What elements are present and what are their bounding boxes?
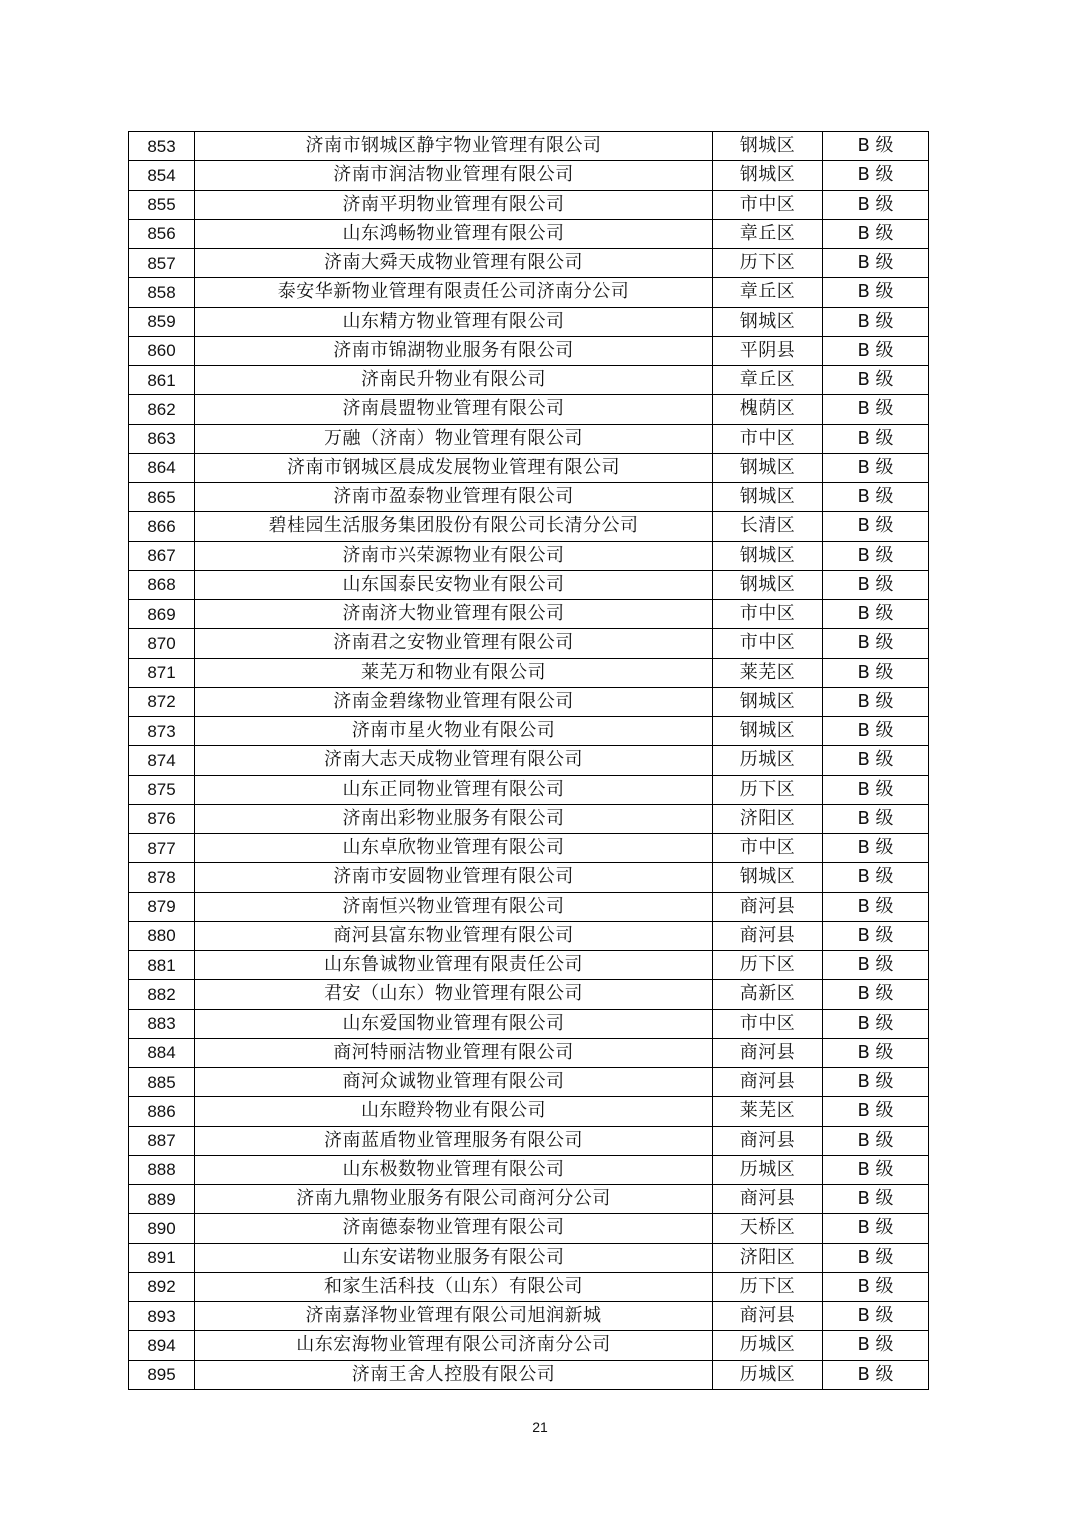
company-name-cell: 济南蓝盾物业管理服务有限公司 [195,1126,713,1155]
company-name-cell: 君安（山东）物业管理有限公司 [195,980,713,1009]
grade-cell: B 级 [823,834,929,863]
company-name-cell: 济南嘉泽物业管理有限公司旭润新城 [195,1302,713,1331]
grade-cell: B 级 [823,1009,929,1038]
company-name-cell: 商河特丽洁物业管理有限公司 [195,1038,713,1067]
row-number-cell: 877 [129,834,195,863]
table-row [129,600,929,629]
table-row [129,1097,929,1126]
row-number-cell: 868 [129,570,195,599]
row-number-cell: 889 [129,1185,195,1214]
district-cell: 高新区 [713,980,823,1009]
grade-cell: B 级 [823,395,929,424]
table-row [129,834,929,863]
company-name-cell: 济南大志天成物业管理有限公司 [195,746,713,775]
table-row [129,366,929,395]
grade-cell: B 级 [823,921,929,950]
company-name-cell: 山东安诺物业服务有限公司 [195,1243,713,1272]
grade-cell: B 级 [823,951,929,980]
grade-cell: B 级 [823,717,929,746]
row-number-cell: 878 [129,863,195,892]
table-row [129,541,929,570]
grade-cell: B 级 [823,483,929,512]
grade-cell: B 级 [823,863,929,892]
table-row [129,336,929,365]
table-row [129,1126,929,1155]
row-number-cell: 882 [129,980,195,1009]
grade-cell: B 级 [823,687,929,716]
row-number-cell: 892 [129,1272,195,1301]
company-name-cell: 莱芜万和物业有限公司 [195,658,713,687]
company-name-cell: 济南市钢城区静宇物业管理有限公司 [195,132,713,161]
grade-cell: B 级 [823,980,929,1009]
table-row [129,424,929,453]
table-row [129,483,929,512]
grade-cell: B 级 [823,1302,929,1331]
table-row [129,132,929,161]
row-number-cell: 876 [129,804,195,833]
district-cell: 钢城区 [713,717,823,746]
row-number-cell: 856 [129,219,195,248]
row-number-cell: 879 [129,892,195,921]
company-name-cell: 商河众诚物业管理有限公司 [195,1068,713,1097]
row-number-cell: 875 [129,775,195,804]
row-number-cell: 867 [129,541,195,570]
row-number-cell: 869 [129,600,195,629]
row-number-cell: 893 [129,1302,195,1331]
district-cell: 章丘区 [713,219,823,248]
company-name-cell: 万融（济南）物业管理有限公司 [195,424,713,453]
company-name-cell: 泰安华新物业管理有限责任公司济南分公司 [195,278,713,307]
company-name-cell: 济南市盈泰物业管理有限公司 [195,483,713,512]
table-row [129,892,929,921]
table-row [129,1243,929,1272]
company-name-cell: 济南大舜天成物业管理有限公司 [195,249,713,278]
company-name-cell: 山东鸿畅物业管理有限公司 [195,219,713,248]
row-number-cell: 873 [129,717,195,746]
table-row [129,1185,929,1214]
company-name-cell: 济南德泰物业管理有限公司 [195,1214,713,1243]
district-cell: 市中区 [713,190,823,219]
district-cell: 商河县 [713,1038,823,1067]
grade-cell: B 级 [823,453,929,482]
table-row [129,395,929,424]
table-row [129,1009,929,1038]
table-row [129,453,929,482]
company-name-cell: 和家生活科技（山东）有限公司 [195,1272,713,1301]
table-row [129,1331,929,1360]
grade-cell: B 级 [823,775,929,804]
grade-cell: B 级 [823,746,929,775]
district-cell: 钢城区 [713,863,823,892]
district-cell: 商河县 [713,921,823,950]
table-row [129,1214,929,1243]
table-row [129,1068,929,1097]
district-cell: 槐荫区 [713,395,823,424]
company-name-cell: 济南君之安物业管理有限公司 [195,629,713,658]
district-cell: 历城区 [713,1155,823,1184]
table-row [129,307,929,336]
row-number-cell: 880 [129,921,195,950]
row-number-cell: 885 [129,1068,195,1097]
table-row [129,1272,929,1301]
grade-cell: B 级 [823,541,929,570]
grade-cell: B 级 [823,1097,929,1126]
table-row [129,1155,929,1184]
table-row [129,1038,929,1067]
district-cell: 章丘区 [713,366,823,395]
row-number-cell: 874 [129,746,195,775]
row-number-cell: 872 [129,687,195,716]
district-cell: 市中区 [713,424,823,453]
district-cell: 钢城区 [713,453,823,482]
company-name-cell: 济南民升物业有限公司 [195,366,713,395]
table-row [129,1302,929,1331]
table-row [129,249,929,278]
page-number: 21 [532,1419,548,1435]
table-body [129,132,929,1390]
company-name-cell: 商河县富东物业管理有限公司 [195,921,713,950]
row-number-cell: 891 [129,1243,195,1272]
table-row [129,658,929,687]
district-cell: 市中区 [713,834,823,863]
grade-cell: B 级 [823,658,929,687]
company-name-cell: 济南济大物业管理有限公司 [195,600,713,629]
grade-cell: B 级 [823,161,929,190]
district-cell: 济阳区 [713,1243,823,1272]
district-cell: 长清区 [713,512,823,541]
district-cell: 市中区 [713,1009,823,1038]
row-number-cell: 894 [129,1331,195,1360]
company-name-cell: 济南平玥物业管理有限公司 [195,190,713,219]
district-cell: 天桥区 [713,1214,823,1243]
table-row [129,980,929,1009]
company-name-cell: 山东鲁诚物业管理有限责任公司 [195,951,713,980]
district-cell: 莱芜区 [713,658,823,687]
grade-cell: B 级 [823,1185,929,1214]
grade-cell: B 级 [823,1155,929,1184]
grade-cell: B 级 [823,366,929,395]
grade-cell: B 级 [823,512,929,541]
grade-cell: B 级 [823,424,929,453]
district-cell: 钢城区 [713,132,823,161]
row-number-cell: 870 [129,629,195,658]
company-name-cell: 济南市钢城区晨成发展物业管理有限公司 [195,453,713,482]
district-cell: 商河县 [713,1302,823,1331]
row-number-cell: 860 [129,336,195,365]
company-name-cell: 济南市星火物业有限公司 [195,717,713,746]
grade-cell: B 级 [823,278,929,307]
company-name-cell: 山东爱国物业管理有限公司 [195,1009,713,1038]
row-number-cell: 888 [129,1155,195,1184]
grade-cell: B 级 [823,307,929,336]
grade-cell: B 级 [823,1068,929,1097]
district-cell: 章丘区 [713,278,823,307]
company-name-cell: 山东极数物业管理有限公司 [195,1155,713,1184]
grade-cell: B 级 [823,336,929,365]
company-name-cell: 济南晨盟物业管理有限公司 [195,395,713,424]
company-name-cell: 山东瞪羚物业有限公司 [195,1097,713,1126]
district-cell: 钢城区 [713,483,823,512]
company-name-cell: 济南市锦湖物业服务有限公司 [195,336,713,365]
row-number-cell: 861 [129,366,195,395]
company-name-cell: 山东宏海物业管理有限公司济南分公司 [195,1331,713,1360]
table-row [129,278,929,307]
table-row [129,687,929,716]
grade-cell: B 级 [823,629,929,658]
row-number-cell: 895 [129,1360,195,1389]
table-row [129,951,929,980]
grade-cell: B 级 [823,1243,929,1272]
grade-cell: B 级 [823,1272,929,1301]
company-name-cell: 山东精方物业管理有限公司 [195,307,713,336]
company-name-cell: 山东国泰民安物业有限公司 [195,570,713,599]
company-name-cell: 碧桂园生活服务集团股份有限公司长清分公司 [195,512,713,541]
row-number-cell: 871 [129,658,195,687]
table-row [129,863,929,892]
district-cell: 市中区 [713,629,823,658]
row-number-cell: 858 [129,278,195,307]
district-cell: 市中区 [713,600,823,629]
row-number-cell: 854 [129,161,195,190]
table-row [129,161,929,190]
row-number-cell: 881 [129,951,195,980]
company-name-cell: 济南王舍人控股有限公司 [195,1360,713,1389]
district-cell: 钢城区 [713,570,823,599]
grade-cell: B 级 [823,219,929,248]
district-cell: 济阳区 [713,804,823,833]
table-row [129,921,929,950]
district-cell: 商河县 [713,1068,823,1097]
district-cell: 历城区 [713,1360,823,1389]
district-cell: 历城区 [713,1331,823,1360]
ranking-table [128,131,929,1390]
table-row [129,717,929,746]
company-name-cell: 济南出彩物业服务有限公司 [195,804,713,833]
row-number-cell: 886 [129,1097,195,1126]
table-row [129,1360,929,1389]
row-number-cell: 887 [129,1126,195,1155]
row-number-cell: 862 [129,395,195,424]
grade-cell: B 级 [823,570,929,599]
grade-cell: B 级 [823,249,929,278]
table-row [129,629,929,658]
district-cell: 钢城区 [713,161,823,190]
grade-cell: B 级 [823,1038,929,1067]
company-name-cell: 济南市润洁物业管理有限公司 [195,161,713,190]
district-cell: 商河县 [713,892,823,921]
row-number-cell: 865 [129,483,195,512]
district-cell: 钢城区 [713,687,823,716]
district-cell: 莱芜区 [713,1097,823,1126]
district-cell: 商河县 [713,1185,823,1214]
table-row [129,746,929,775]
table-row [129,512,929,541]
district-cell: 商河县 [713,1126,823,1155]
company-name-cell: 济南恒兴物业管理有限公司 [195,892,713,921]
table-row [129,190,929,219]
company-name-cell: 山东正同物业管理有限公司 [195,775,713,804]
row-number-cell: 883 [129,1009,195,1038]
table-row [129,570,929,599]
row-number-cell: 884 [129,1038,195,1067]
district-cell: 平阴县 [713,336,823,365]
company-name-cell: 济南市兴荣源物业有限公司 [195,541,713,570]
district-cell: 历下区 [713,1272,823,1301]
table-row [129,804,929,833]
district-cell: 历城区 [713,746,823,775]
district-cell: 历下区 [713,249,823,278]
company-name-cell: 济南市安圆物业管理有限公司 [195,863,713,892]
row-number-cell: 864 [129,453,195,482]
company-name-cell: 济南九鼎物业服务有限公司商河分公司 [195,1185,713,1214]
grade-cell: B 级 [823,1214,929,1243]
table-row [129,775,929,804]
grade-cell: B 级 [823,1126,929,1155]
grade-cell: B 级 [823,1360,929,1389]
district-cell: 历下区 [713,951,823,980]
company-name-cell: 济南金碧缘物业管理有限公司 [195,687,713,716]
district-cell: 钢城区 [713,307,823,336]
grade-cell: B 级 [823,600,929,629]
company-name-cell: 山东卓欣物业管理有限公司 [195,834,713,863]
row-number-cell: 855 [129,190,195,219]
row-number-cell: 866 [129,512,195,541]
district-cell: 历下区 [713,775,823,804]
row-number-cell: 857 [129,249,195,278]
row-number-cell: 859 [129,307,195,336]
district-cell: 钢城区 [713,541,823,570]
grade-cell: B 级 [823,1331,929,1360]
row-number-cell: 890 [129,1214,195,1243]
row-number-cell: 853 [129,132,195,161]
grade-cell: B 级 [823,132,929,161]
grade-cell: B 级 [823,190,929,219]
grade-cell: B 级 [823,892,929,921]
table-row [129,219,929,248]
row-number-cell: 863 [129,424,195,453]
grade-cell: B 级 [823,804,929,833]
